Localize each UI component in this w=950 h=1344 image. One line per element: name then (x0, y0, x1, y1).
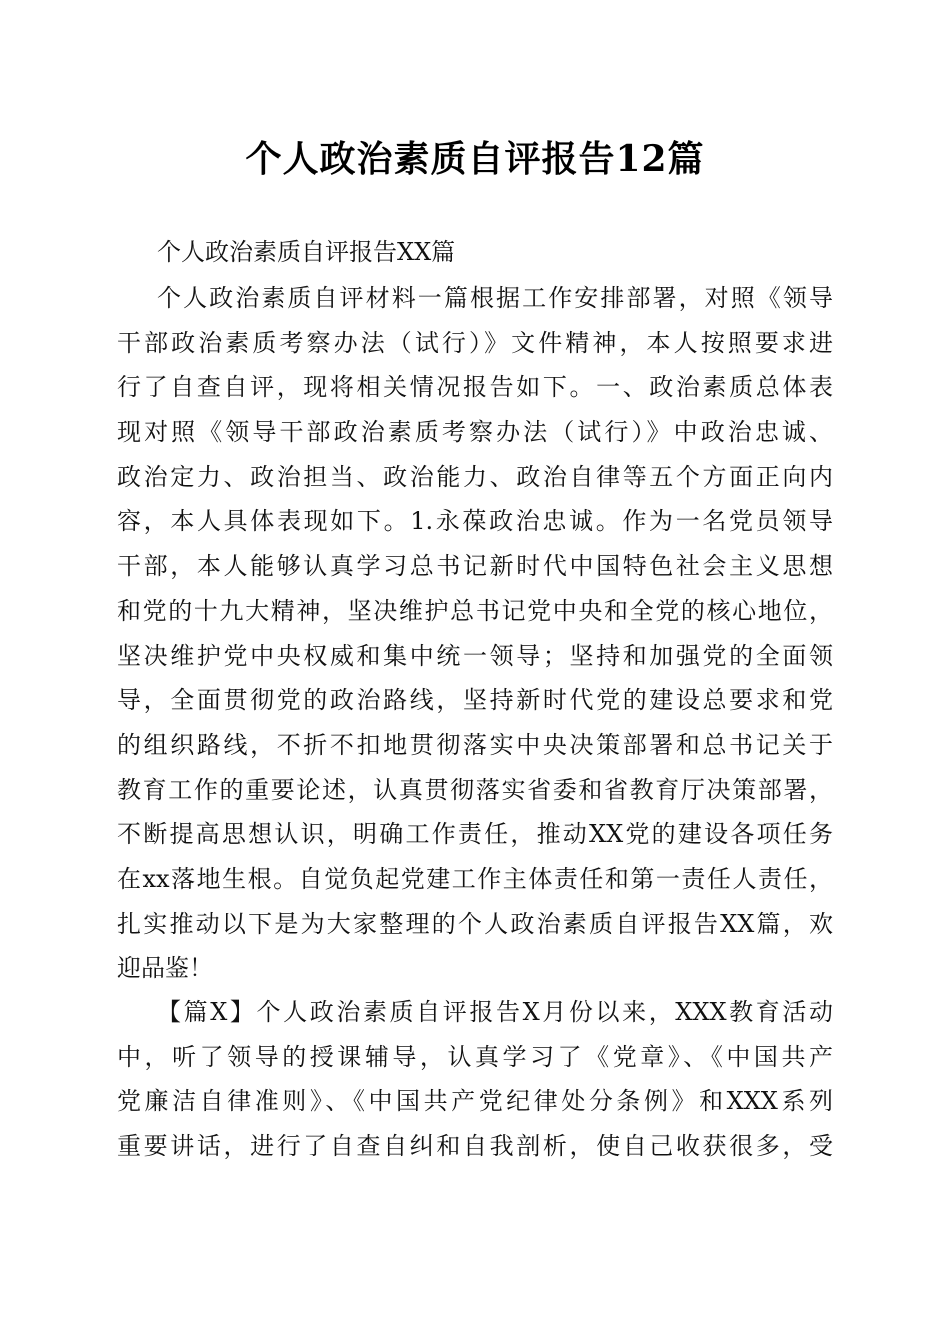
paragraph-line: 个人政治素质自评材料一篇根据工作安排部署，对照《领导 (157, 284, 833, 312)
document-subtitle: 个人政治素质自评报告XX篇 (157, 238, 456, 266)
paragraph-line: 中，听了领导的授课辅导，认真学习了《党章》、《中国共产 (117, 1042, 833, 1071)
paragraph-2 (117, 990, 833, 1169)
paragraph-line: 导，全面贯彻党的政治路线，坚持新时代党的建设总要求和党 (117, 686, 833, 715)
paragraph-line: 容，本人具体表现如下。1.永葆政治忠诚。作为一名党员领导 (117, 507, 833, 536)
paragraph-line: 党廉洁自律准则》、《中国共产党纪律处分条例》和XXX系列 (117, 1087, 833, 1116)
paragraph-line: 政治定力、政治担当、政治能力、政治自律等五个方面正向内 (117, 462, 833, 491)
paragraph-line: 坚决维护党中央权威和集中统一领导；坚持和加强党的全面领 (117, 641, 833, 670)
document-title: 个人政治素质自评报告12篇 (245, 138, 705, 180)
paragraph-line: 和党的十九大精神，坚决维护总书记党中央和全党的核心地位， (117, 596, 833, 625)
paragraph-line: 不断提高思想认识，明确工作责任，推动XX党的建设各项任务 (117, 820, 833, 849)
paragraph-line: 现对照《领导干部政治素质考察办法（试行）》中政治忠诚、 (117, 418, 833, 447)
paragraph-line: 重要讲话，进行了自查自纠和自我剖析，使自己收获很多，受 (117, 1132, 833, 1161)
paragraph-line: 干部政治素质考察办法（试行）》文件精神，本人按照要求进 (117, 328, 833, 357)
paragraph-line: 行了自查自评，现将相关情况报告如下。一、政治素质总体表 (117, 373, 833, 402)
paragraph-1 (117, 276, 833, 991)
paragraph-line: 扎实推动以下是为大家整理的个人政治素质自评报告XX篇，欢 (117, 909, 833, 938)
paragraph-line: 教育工作的重要论述，认真贯彻落实省委和省教育厅决策部署， (117, 775, 833, 804)
paragraph-line: 的组织路线，不折不扣地贯彻落实中央决策部署和总书记关于 (117, 730, 833, 759)
paragraph-line: 【篇X】个人政治素质自评报告X月份以来，XXX教育活动 (157, 998, 833, 1026)
paragraph-line: 迎品鉴！ (117, 954, 213, 983)
paragraph-line: 干部，本人能够认真学习总书记新时代中国特色社会主义思想 (117, 552, 833, 581)
paragraph-line: 在xx落地生根。自觉负起党建工作主体责任和第一责任人责任， (117, 864, 833, 893)
